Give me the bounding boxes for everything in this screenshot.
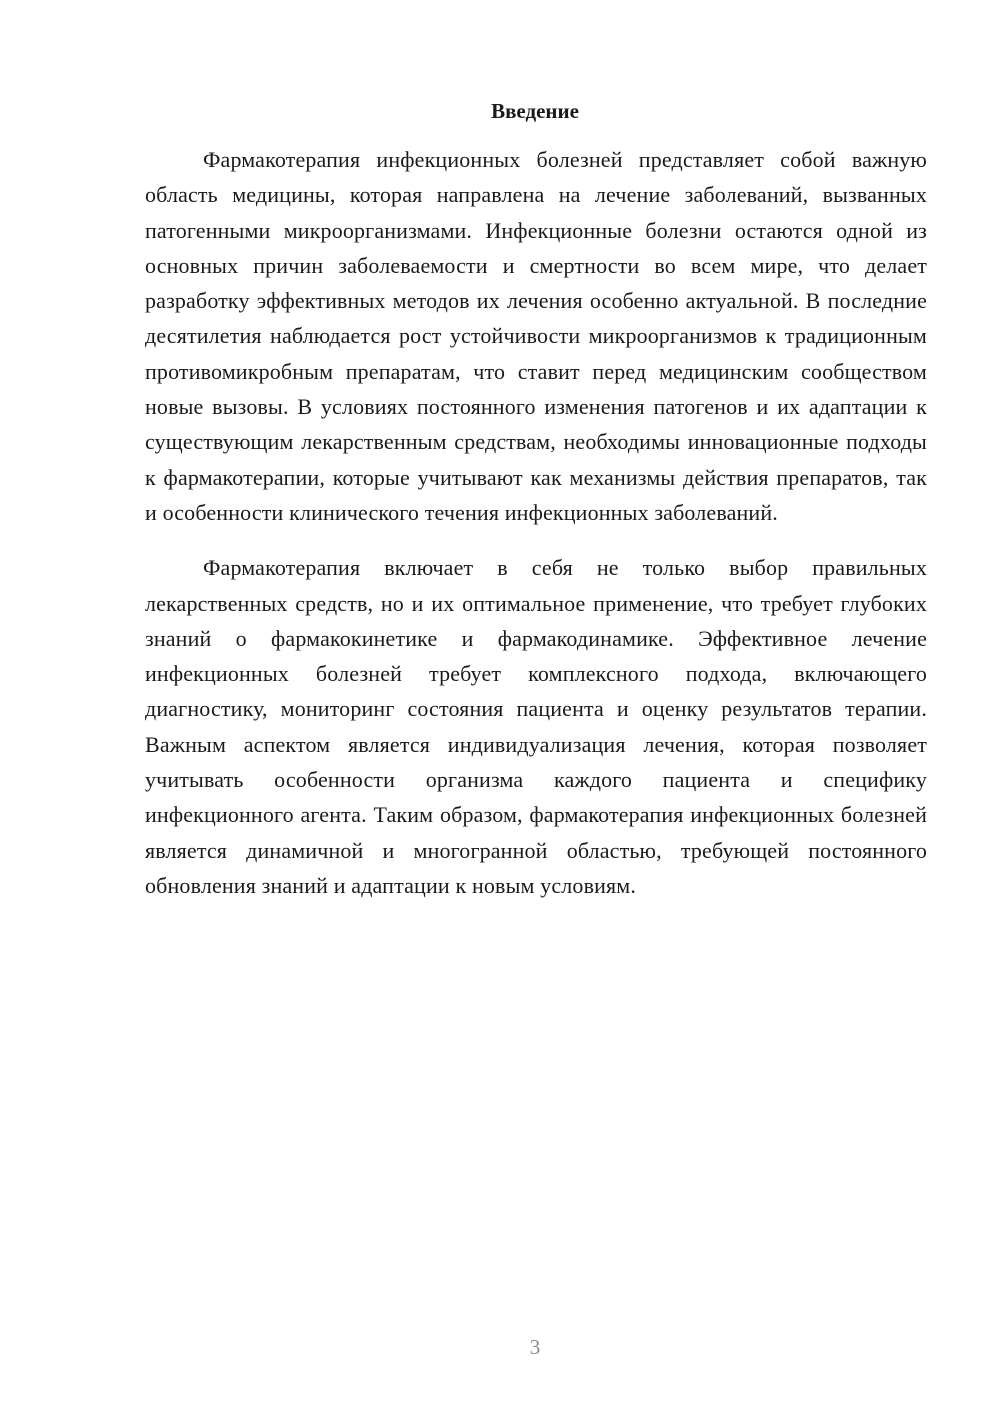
paragraph-2: Фармакотерапия включает в себя не только выбор правильных лекарственных средств, но и их оптимальное применение, что требует глубоких знаний о фармакокинетике и фармакодинамике. Эффективное лечение инфекционных болезней требует комплексного подхода, включающего диагностику, мониторинг состояния пациента и оценку результатов терапии. Важным аспектом является индивидуализация лечения, которая позволяет учитывать особенности организма каждого пациента и специфику инфекционного агента. Таким образом, фармакотерапия инфекционных болезней является динамичной и многогранной областью, требующей постоянного обновления знаний и адаптации к новым условиям.: [145, 555, 927, 898]
page-number: 3: [529, 1335, 541, 1359]
paragraph-1: Фармакотерапия инфекционных болезней представляет собой важную область медицины, которая направлена на лечение заболеваний, вызванных патогенными микроорганизмами. Инфекционные болезни остаются одной из основных причин заболеваемости и смертности во всем мире, что делает разработку эффективных методов их лечения особенно актуальной. В последние десятилетия наблюдается рост устойчивости микроорганизмов к традиционным противомикробным препаратам, что ставит перед медицинским сообществом новые вызовы. В условиях постоянного изменения патогенов и их адаптации к существующим лекарственным средствам, необходимы инновационные подходы к фармакотерапии, которые учитывают как механизмы действия препаратов, так и особенности клинического течения инфекционных заболеваний.: [145, 147, 927, 525]
body-text: [145, 142, 927, 903]
section-heading: Введение: [491, 99, 579, 123]
